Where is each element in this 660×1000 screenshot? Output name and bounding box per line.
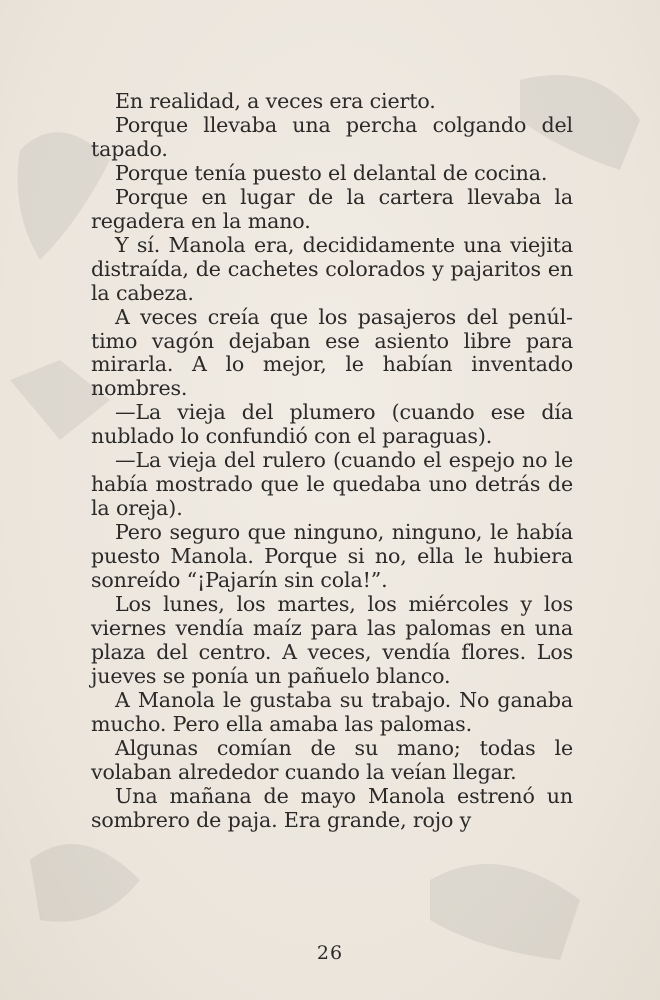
paragraph: Porque en lugar de la cartera llevaba la regadera en la mano.	[91, 184, 573, 233]
paragraph: Y sí. Manola era, decididamente una viejita distraída, de cachetes colorados y pajaritos en la cabeza.	[91, 232, 573, 305]
page-number: 26	[316, 942, 344, 964]
paragraph: Los lunes, los martes, los miércoles y los viernes vendía maíz para las palomas en una plaza del centro. A veces, vendía flores. Los jueves se ponía un pañuelo blanco.	[91, 592, 573, 688]
paragraph: En realidad, a veces era cierto.	[115, 89, 436, 113]
paragraph: —La vieja del plumero (cuando ese día nublado lo confundió con el paraguas).	[91, 400, 573, 449]
paragraph: A Manola le gustaba su trabajo. No ganaba mucho. Pero ella amaba las palomas.	[91, 687, 573, 736]
paragraph: Una mañana de mayo Manola estrenó un sombrero de paja. Era grande, rojo y	[91, 783, 573, 832]
paragraph: Porque tenía puesto el delantal de cocina.	[115, 160, 548, 185]
paragraph: —La vieja del rulero (cuando el espejo no le había mostrado que le quedaba uno detrás de la oreja).	[91, 448, 573, 521]
body-text	[91, 90, 573, 833]
paragraph: Porque llevaba una percha colgando del tapado.	[91, 112, 573, 161]
paragraph: A veces creía que los pasajeros del penúltimo vagón dejaban ese asiento libre para mirarla. A lo mejor, le habían inventado nombres.	[91, 304, 573, 401]
paragraph: Pero seguro que ninguno, ninguno, le había puesto Manola. Porque si no, ella le hubiera sonreído “¡Pajarín sin cola!”.	[91, 520, 573, 593]
paragraph: Algunas comían de su mano; todas le volaban alrededor cuando la veían llegar.	[91, 735, 573, 784]
